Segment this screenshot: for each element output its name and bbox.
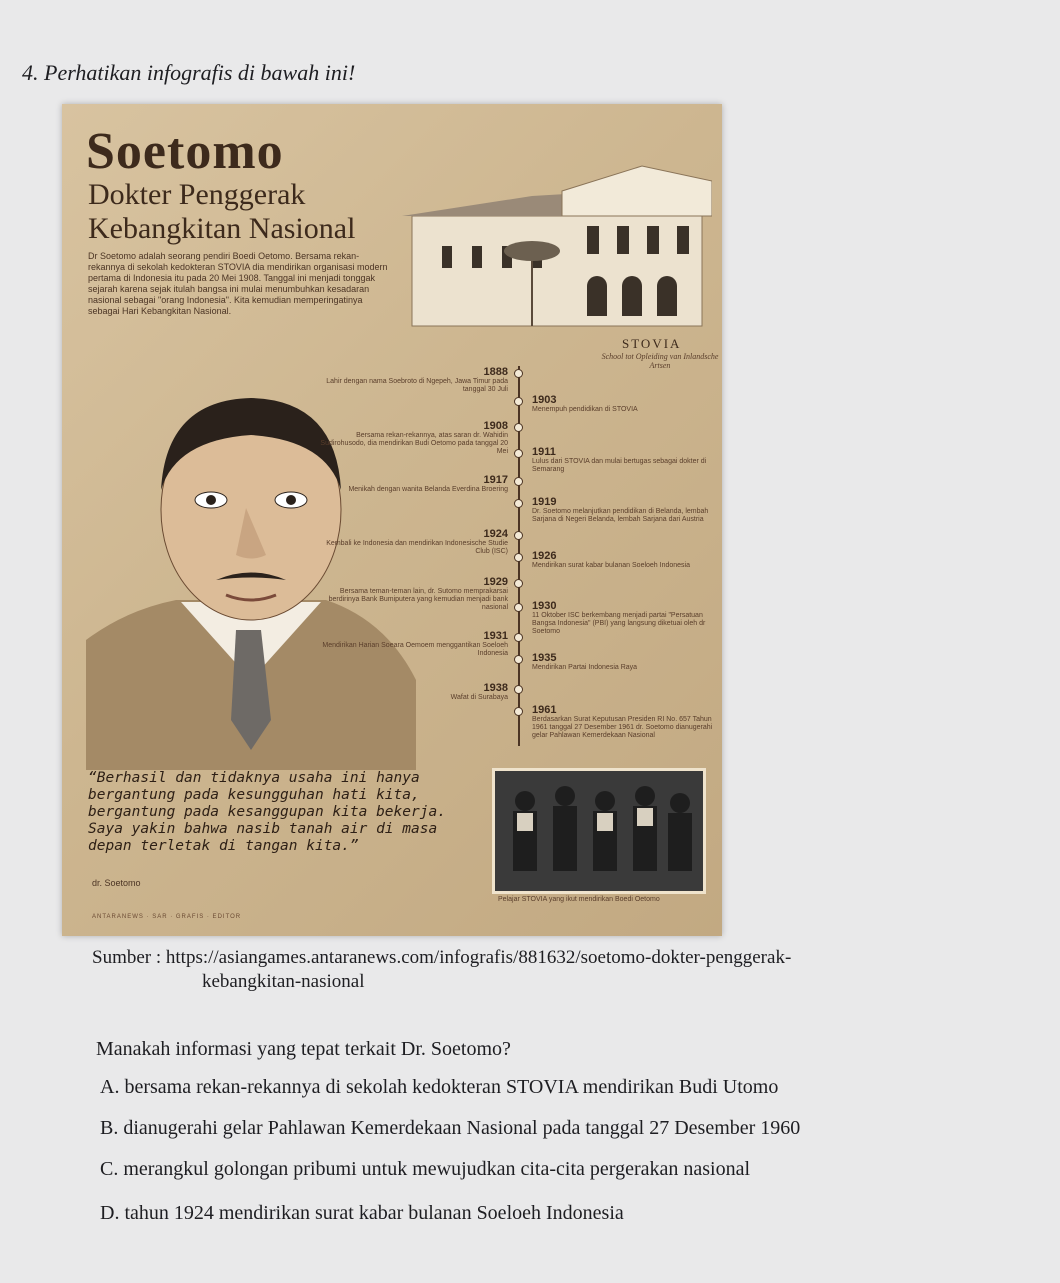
quote-body: Berhasil dan tidaknya usaha ini hanya bergantung pada kesungguhan hati kita, bergantung pada kesanggupan kita bekerja. Saya yakin bahwa nasib tanah air di masa depan terletak di tangan kita.: [88, 770, 446, 854]
stovia-sublabel: School tot Opleiding van Inlandsche Artsen: [601, 352, 719, 370]
timeline-dot: [514, 397, 523, 406]
timeline-left-event: [318, 420, 508, 456]
timeline-text: Mendirikan surat kabar bulanan Soeloeh Indonesia: [532, 562, 690, 569]
poster-intro: Dr Soetomo adalah seorang pendiri Boedi Oetomo. Bersama rekan-rekannya di sekolah kedokteran STOVIA dia mendirikan organisasi modern pertama di Indonesia itu pada 20 Mei 1908. Tanggal ini menjadi tonggak sejarah karena sejak itulah bangsa ini mulai menumbuhkan kesadaran nasional sebagai "orang Indonesia". Kita kemudian memperingatinya sebagai Hari Kebangkitan Nasional.: [88, 251, 388, 316]
timeline-year: 1903: [532, 394, 557, 406]
timeline-text: Menempuh pendidikan di STOVIA: [532, 406, 638, 413]
timeline-dot: [514, 707, 523, 716]
timeline-text: Dr. Soetomo melanjutkan pendidikan di Belanda, lembah Sarjana di Negeri Belanda, lembah Sarjana dari Austria: [532, 508, 709, 523]
timeline-right-event: [532, 600, 717, 636]
stovia-building-illustration: [382, 136, 712, 336]
timeline-dot: [514, 685, 523, 694]
timeline-left-event: [318, 474, 508, 494]
timeline-text: Wafat di Surabaya: [450, 694, 508, 701]
photo-caption: Pelajar STOVIA yang ikut mendirikan Boedi Oetomo: [498, 896, 660, 903]
timeline-year: 1930: [532, 600, 557, 612]
timeline-text: Bersama teman-teman lain, dr. Sutomo memprakarsai berdirinya Bank Bumiputera yang kemudian menjadi bank nasional: [328, 588, 508, 611]
timeline-year: 1961: [532, 704, 557, 716]
timeline-dot: [514, 369, 523, 378]
timeline-year: 1938: [483, 682, 508, 694]
timeline-text: Kembali ke Indonesia dan mendirikan Indonesische Studie Club (ISC): [326, 540, 508, 555]
timeline-text: Mendirikan Partai Indonesia Raya: [532, 664, 638, 671]
timeline-left-event: [318, 682, 508, 702]
source-line-1: Sumber : https://asiangames.antaranews.com/infografis/881632/soetomo-dokter-penggerak-: [92, 947, 792, 968]
timeline-text: Lahir dengan nama Soebroto di Ngepeh, Jawa Timur pada tanggal 30 Juli: [326, 378, 508, 393]
option-d[interactable]: D. tahun 1924 mendirikan surat kabar bulanan Soeloeh Indonesia: [100, 1202, 624, 1224]
source-line-2: kebangkitan-nasional: [202, 971, 365, 992]
timeline-year: 1919: [532, 496, 557, 508]
timeline-year: 1926: [532, 550, 557, 562]
timeline-year: 1929: [483, 576, 508, 588]
timeline-dot: [514, 499, 523, 508]
timeline-dot: [514, 553, 523, 562]
question-text: Manakah informasi yang tepat terkait Dr. Soetomo?: [96, 1038, 511, 1060]
timeline-text: 11 Oktober ISC berkembang menjadi partai "Persatuan Bangsa Indonesia" (PBI) yang langsung diketuai oleh dr Soetomo: [532, 612, 706, 635]
timeline-year: 1924: [483, 528, 508, 540]
timeline-dot: [514, 477, 523, 486]
timeline-right-event: [532, 704, 717, 740]
quote-text: “Berhasil dan tidaknya usaha ini hanya bergantung pada kesungguhan hati kita, bergantung pada kesanggupan kita bekerja. Saya yakin bahwa nasib tanah air di masa depan terletak di tangan kita.”: [88, 770, 446, 854]
timeline-text: Mendirikan Harian Soeara Oemoem menggantikan Soeloeh Indonesia: [322, 642, 508, 657]
timeline-left-event: [318, 576, 508, 612]
timeline-dot: [514, 449, 523, 458]
timeline-dot: [514, 655, 523, 664]
timeline-year: 1931: [483, 630, 508, 642]
timeline-year: 1888: [483, 366, 508, 378]
poster-title: Soetomo: [86, 123, 284, 180]
poster-subtitle-1: Dokter Penggerak: [88, 178, 306, 211]
question-header: 4. Perhatikan infografis di bawah ini!: [22, 60, 356, 85]
timeline-dot: [514, 579, 523, 588]
option-b[interactable]: B. dianugerahi gelar Pahlawan Kemerdekaan Nasional pada tanggal 27 Desember 1960: [100, 1117, 801, 1139]
timeline-right-event: [532, 652, 717, 672]
source-citation: [92, 946, 791, 994]
stovia-students-photo: [492, 768, 706, 894]
timeline-left-event: [318, 528, 508, 556]
timeline-right-event: [532, 496, 717, 524]
timeline-left-event: [318, 630, 508, 658]
timeline-right-event: [532, 394, 717, 414]
timeline-text: Berdasarkan Surat Keputusan Presiden RI No. 657 Tahun 1961 tanggal 27 Desember 1961 dr. Soetomo dianugerahi gelar Pahlawan Kemerdekaan Nasional: [532, 716, 713, 739]
timeline-text: Bersama rekan-rekannya, atas saran dr. Wahidin Sudirohusodo, dia mendirikan Budi Oetomo pada tanggal 20 Mei: [320, 432, 508, 455]
timeline-left-event: [318, 366, 508, 394]
timeline-year: 1908: [483, 420, 508, 432]
timeline-year: 1917: [483, 474, 508, 486]
timeline-dot: [514, 423, 523, 432]
stovia-label: STOVIA: [622, 336, 682, 351]
poster-footer: ANTARANEWS · SAR · GRAFIS · EDITOR: [92, 914, 242, 920]
poster-subtitle-2: Kebangkitan Nasional: [88, 212, 356, 245]
option-c[interactable]: C. merangkul golongan pribumi untuk mewujudkan cita-cita pergerakan nasional: [100, 1158, 751, 1180]
quote-author: dr. Soetomo: [92, 878, 141, 888]
timeline-right-event: [532, 550, 717, 570]
timeline-dot: [514, 531, 523, 540]
timeline-year: 1911: [532, 446, 556, 458]
timeline-right-event: [532, 446, 717, 474]
timeline-text: Menikah dengan wanita Belanda Everdina Broering: [348, 486, 508, 493]
timeline-dot: [514, 633, 523, 642]
timeline-year: 1935: [532, 652, 557, 664]
infographic-poster: [62, 104, 722, 936]
option-a[interactable]: A. bersama rekan-rekannya di sekolah kedokteran STOVIA mendirikan Budi Utomo: [100, 1076, 779, 1098]
timeline-dot: [514, 603, 523, 612]
timeline-text: Lulus dari STOVIA dan mulai bertugas sebagai dokter di Semarang: [532, 458, 707, 473]
